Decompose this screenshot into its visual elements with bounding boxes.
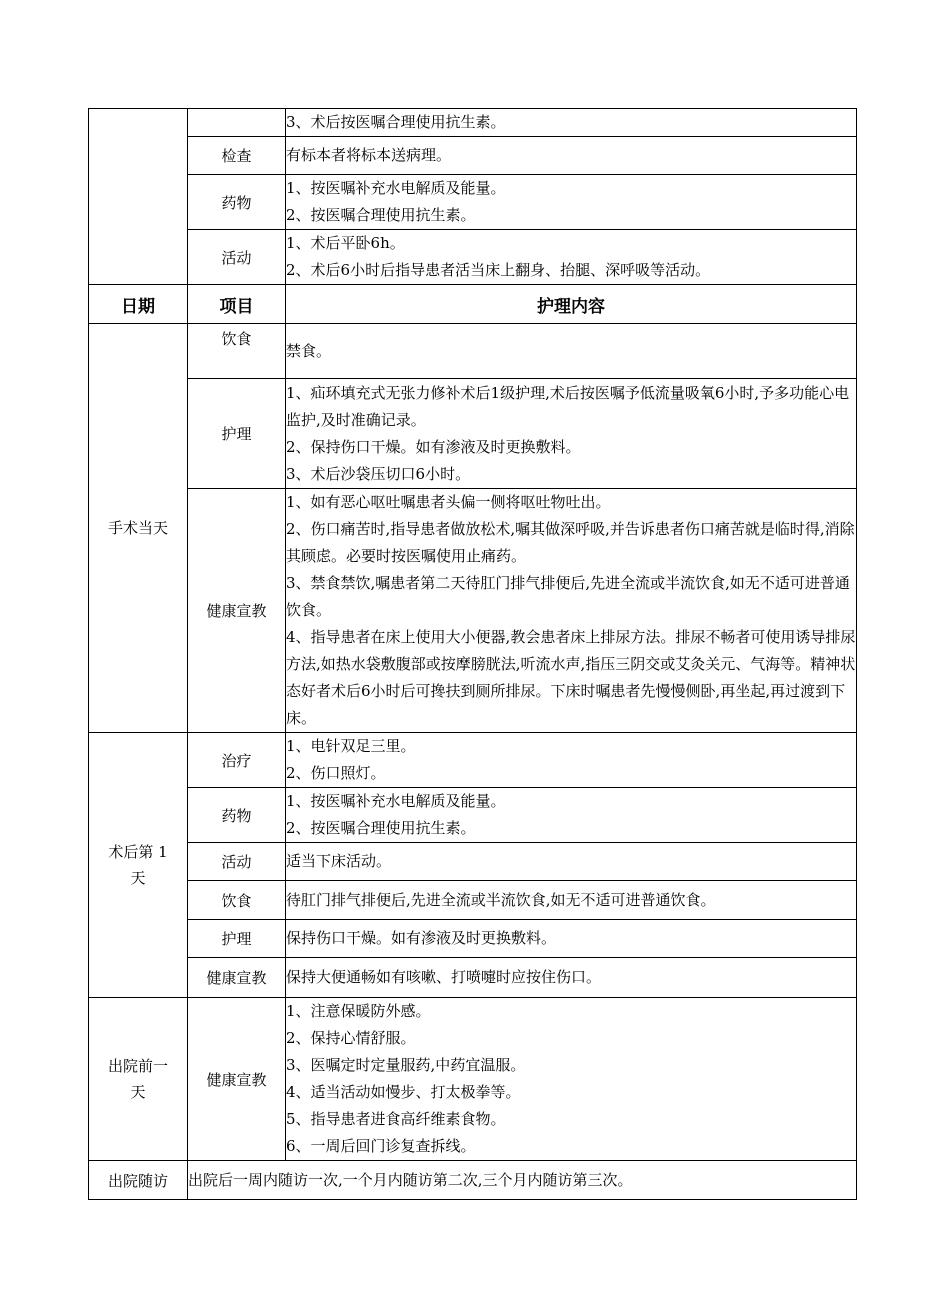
item-cell: 活动 (188, 230, 286, 285)
table-row (89, 958, 857, 998)
item-cell: 饮食 (188, 881, 286, 920)
content-cell: 有标本者将标本送病理。 (286, 137, 857, 175)
content-cell: 1、按医嘱补充水电解质及能量。 2、按医嘱合理使用抗生素。 (286, 175, 857, 230)
content-cell: 1、如有恶心呕吐嘱患者头偏一侧将呕吐物吐出。 2、伤口痛苦时,指导患者做放松术,嘱其做深呼吸,并告诉患者伤口痛苦就是临时得,消除其顾虑。必要时按医嘱使用止痛药。 3、禁食禁饮,嘱患者第二天待肛门排气排便后,先进全流或半流饮食,如无不适可进普通饮食。 4、指导患者在床上使用大小便器,教会患者床上排尿方法。排尿不畅者可使用诱导排尿方法,如热水袋敷腹部或按摩膀胱法,听流水声,指压三阴交或艾灸关元、气海等。精神状态好者术后6小时后可搀扶到厕所排尿。下床时嘱患者先慢慢侧卧,再坐起,再过渡到下床。 (286, 489, 857, 733)
item-cell: 护理 (188, 920, 286, 958)
table-row (89, 998, 857, 1161)
content-cell: 禁食。 (286, 324, 857, 379)
table-row (89, 843, 857, 881)
content-cell: 1、电针双足三里。 2、伤口照灯。 (286, 733, 857, 788)
item-cell: 药物 (188, 788, 286, 843)
item-cell: 药物 (188, 175, 286, 230)
content-cell: 1、注意保暖防外感。 2、保持心情舒服。 3、医嘱定时定量服药,中药宜温服。 4、适当活动如慢步、打太极拳等。 5、指导患者进食高纤维素食物。 6、一周后回门诊复查拆线。 (286, 998, 857, 1161)
table-row (89, 733, 857, 788)
content-cell: 1、疝环填充式无张力修补术后1级护理,术后按医嘱予低流量吸氧6小时,予多功能心电监护,及时准确记录。 2、保持伤口干燥。如有渗液及时更换敷料。 3、术后沙袋压切口6小时。 (286, 379, 857, 489)
content-cell: 待肛门排气排便后,先进全流或半流饮食,如无不适可进普通饮食。 (286, 881, 857, 920)
item-cell: 护理 (188, 379, 286, 489)
table-row (89, 489, 857, 733)
item-cell (188, 109, 286, 137)
table-header-row (89, 285, 857, 324)
date-cell-follow-up: 出院随访 (89, 1161, 188, 1200)
content-cell: 保持伤口干燥。如有渗液及时更换敷料。 (286, 920, 857, 958)
header-item: 项目 (188, 285, 286, 324)
date-cell-pre-discharge: 出院前一 天 (89, 998, 188, 1161)
item-cell: 治疗 (188, 733, 286, 788)
item-cell: 健康宣教 (188, 489, 286, 733)
table-row (89, 788, 857, 843)
content-cell: 1、按医嘱补充水电解质及能量。 2、按医嘱合理使用抗生素。 (286, 788, 857, 843)
item-cell: 活动 (188, 843, 286, 881)
item-cell: 健康宣教 (188, 958, 286, 998)
date-cell-post-op-day1: 术后第 1 天 (89, 733, 188, 998)
item-cell: 健康宣教 (188, 998, 286, 1161)
table-row (89, 109, 857, 137)
table-row (89, 324, 857, 379)
table-row (89, 881, 857, 920)
date-cell (89, 109, 188, 285)
table-row (89, 175, 857, 230)
table-row (89, 230, 857, 285)
content-cell: 保持大便通畅如有咳嗽、打喷嚏时应按住伤口。 (286, 958, 857, 998)
date-cell-surgery-day: 手术当天 (89, 324, 188, 733)
table-row (89, 920, 857, 958)
table-row (89, 1161, 857, 1200)
header-date: 日期 (89, 285, 188, 324)
header-content: 护理内容 (286, 285, 857, 324)
content-cell: 3、术后按医嘱合理使用抗生素。 (286, 109, 857, 137)
item-cell: 检查 (188, 137, 286, 175)
table-row (89, 137, 857, 175)
nursing-care-table (88, 108, 857, 1200)
item-cell: 饮食 (188, 324, 286, 379)
content-cell: 1、术后平卧6h。 2、术后6小时后指导患者活当床上翻身、抬腿、深呼吸等活动。 (286, 230, 857, 285)
content-cell: 适当下床活动。 (286, 843, 857, 881)
content-cell: 出院后一周内随访一次,一个月内随访第二次,三个月内随访第三次。 (188, 1161, 857, 1200)
table-row (89, 379, 857, 489)
